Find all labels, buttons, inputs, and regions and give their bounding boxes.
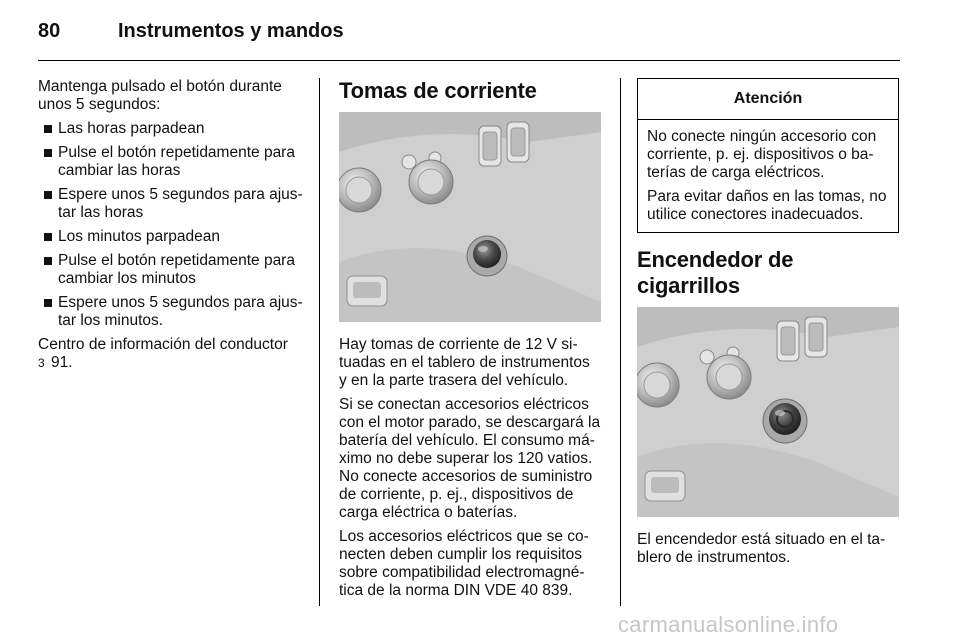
paragraph: Los accesorios eléctricos que se co-necten deben cumplir los requisitos sobre compatibilidad electromagné-tica de la norma DIN VDE 40 839. <box>339 528 589 599</box>
list-item: Las horas parpadean <box>38 120 306 138</box>
watermark: carmanualsonline.info <box>618 612 839 637</box>
list-item: Espere unos 5 segundos para ajus-tar los minutos. <box>38 294 306 330</box>
power-outlet-illustration <box>339 112 601 322</box>
bullet-square-icon <box>44 191 52 199</box>
list-item: Pulse el botón repetidamente para cambiar las horas <box>38 144 306 180</box>
bullet-square-icon <box>44 125 52 133</box>
column-2 <box>339 78 601 606</box>
bullet-square-icon <box>44 233 52 241</box>
xref-text: Centro de información del conductor <box>38 336 288 353</box>
section-heading-cigarette-lighter: Encendedor de cigarrillos <box>637 247 794 298</box>
column-1 <box>38 78 306 378</box>
list-item: Pulse el botón repetidamente para cambiar los minutos <box>38 252 306 288</box>
page-number: 80 <box>38 20 61 42</box>
paragraph: Hay tomas de corriente de 12 V si-tuadas en el tablero de instrumentos y en la parte trasera del vehículo. <box>339 336 590 389</box>
column-3 <box>637 78 901 573</box>
cigarette-lighter-illustration <box>637 307 899 517</box>
warning-box <box>637 78 899 233</box>
warning-text: Para evitar daños en las tomas, no utilice conectores inadecuados. <box>647 188 887 223</box>
bullet-square-icon <box>44 257 52 265</box>
cross-reference[interactable] <box>38 336 306 372</box>
warning-title: Atención <box>638 79 898 120</box>
list-item: Espere unos 5 segundos para ajus-tar las horas <box>38 186 306 222</box>
warning-text: No conecte ningún accesorio con corriente, p. ej. dispositivos o ba-terías de carga eléctricos. <box>647 128 877 181</box>
page-title: Instrumentos y mandos <box>118 20 344 42</box>
header-rule <box>38 60 900 61</box>
bullet-square-icon <box>44 299 52 307</box>
list-item: Los minutos parpadean <box>38 228 306 246</box>
bullet-list <box>38 120 306 330</box>
section-heading-power-outlets: Tomas de corriente <box>339 78 537 103</box>
bullet-square-icon <box>44 149 52 157</box>
column-divider-1 <box>319 78 320 606</box>
paragraph: El encendedor está situado en el ta-blero de instrumentos. <box>637 531 886 566</box>
paragraph: Si se conectan accesorios eléctricos con el motor parado, se descargará la batería del vehículo. El consumo má-ximo no debe superar los 120 vatios. No conecte accesorios de suministro de corriente, p. ej., dispositivos de carga eléctrica o baterías. <box>339 396 601 521</box>
xref-page: 91. <box>51 354 73 371</box>
intro-text: Mantenga pulsado el botón durante unos 5 segundos: <box>38 78 282 113</box>
xref-arrow-icon: 3 <box>38 356 45 370</box>
column-divider-2 <box>620 78 621 606</box>
